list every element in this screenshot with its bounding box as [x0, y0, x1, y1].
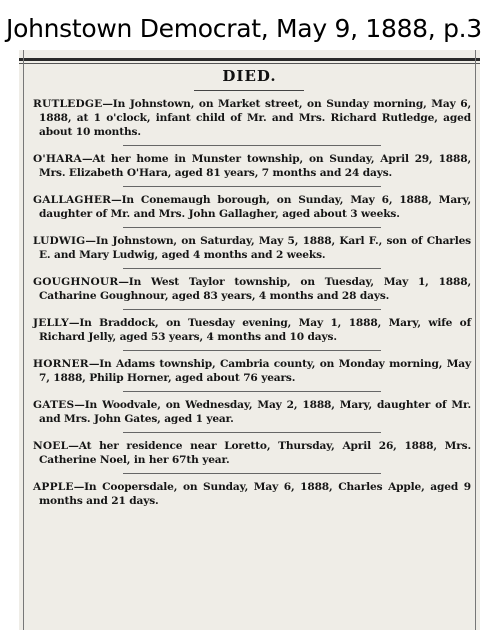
notice-text: —At her residence near Loretto, Thursday, April 26, 1888, Mrs. Catherine Noel, in her 67th year.	[39, 440, 471, 466]
notice-text: —In Johnstown, on Market street, on Sunday morning, May 6, 1888, at 1 o'clock, infant child of Mr. and Mrs. Richard Rutledge, aged about 10 months.	[39, 98, 471, 138]
notice-name: RUTLEDGE	[33, 98, 103, 110]
notice-divider	[123, 186, 381, 187]
notice-divider	[123, 227, 381, 228]
notice-name: JELLY	[33, 317, 69, 329]
death-notice	[33, 193, 471, 221]
notice-text: —In Johnstown, on Saturday, May 5, 1888, Karl F., son of Charles E. and Mary Ludwig, aged 4 months and 2 weeks.	[39, 235, 471, 261]
notice-divider	[123, 473, 381, 474]
notice-text: —In Woodvale, on Wednesday, May 2, 1888, Mary, daughter of Mr. and Mrs. John Gates, aged 1 year.	[39, 399, 471, 425]
death-notice	[33, 357, 471, 385]
notice-text: —In Coopersdale, on Sunday, May 6, 1888, Charles Apple, aged 9 months and 21 days.	[39, 481, 471, 507]
notice-name: GATES	[33, 399, 75, 411]
death-notice	[33, 275, 471, 303]
death-notice	[33, 316, 471, 344]
death-notice	[33, 152, 471, 180]
clipping-caption: Johnstown Democrat, May 9, 1888, p.3	[6, 14, 482, 43]
notice-divider	[123, 309, 381, 310]
death-notice	[33, 97, 471, 139]
notice-name: NOEL	[33, 440, 69, 452]
notice-divider	[123, 432, 381, 433]
death-notices-list	[33, 97, 471, 508]
notice-text: —In Conemaugh borough, on Sunday, May 6, 1888, Mary, daughter of Mr. and Mrs. John Gallagher, aged about 3 weeks.	[39, 194, 471, 220]
notice-divider	[123, 350, 381, 351]
notice-divider	[123, 268, 381, 269]
newspaper-clipping	[19, 50, 480, 630]
death-notice	[33, 480, 471, 508]
notice-name: HORNER	[33, 358, 89, 370]
notice-name: GOUGHNOUR	[33, 276, 119, 288]
notice-text: —At her home in Munster township, on Sunday, April 29, 1888, Mrs. Elizabeth O'Hara, aged 81 years, 7 months and 24 days.	[39, 153, 471, 179]
column-rule-left	[23, 50, 24, 630]
notice-text: —In West Taylor township, on Tuesday, May 1, 1888, Catharine Goughnour, aged 83 years, 4 months and 28 days.	[39, 276, 471, 302]
heading-rule	[194, 90, 304, 91]
section-heading: DIED.	[222, 67, 277, 85]
death-notice	[33, 398, 471, 426]
notice-divider	[123, 391, 381, 392]
notice-text: —In Adams township, Cambria county, on Monday morning, May 7, 1888, Philip Horner, aged about 76 years.	[39, 358, 471, 384]
notice-divider	[123, 145, 381, 146]
notice-name: O'HARA	[33, 153, 82, 165]
death-notice	[33, 234, 471, 262]
notice-name: GALLAGHER	[33, 194, 112, 206]
notice-name: LUDWIG	[33, 235, 86, 247]
top-rule-thin	[19, 63, 480, 64]
notice-name: APPLE	[33, 481, 74, 493]
column-rule-right	[475, 50, 476, 630]
top-rule	[19, 58, 480, 61]
death-notice	[33, 439, 471, 467]
notice-text: —In Braddock, on Tuesday evening, May 1, 1888, Mary, wife of Richard Jelly, aged 53 years, 4 months and 10 days.	[39, 317, 471, 343]
